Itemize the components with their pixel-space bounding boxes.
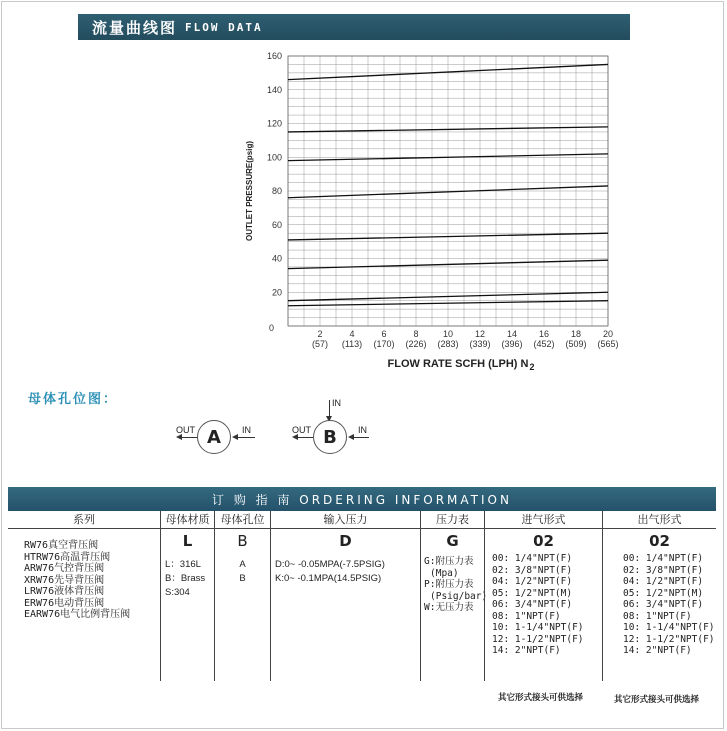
x-tick-label: 8 xyxy=(413,329,419,339)
gauge-list xyxy=(421,556,488,614)
series-item: EARW76电气比例背压阀 xyxy=(24,609,131,620)
flow-data-title-bar xyxy=(78,14,630,40)
x-tick-label: 18 xyxy=(570,329,582,339)
origin-label: 0 xyxy=(268,323,274,333)
col-port xyxy=(214,511,270,681)
y-tick-label: 120 xyxy=(266,118,282,129)
outlet-item: 10: 1-1/4"NPT(F) xyxy=(623,622,715,633)
y-tick-label: 100 xyxy=(266,152,282,163)
col-material-title: 母体材质 xyxy=(165,513,210,526)
outlet-item: 12: 1-1/2"NPT(F) xyxy=(623,633,715,645)
inlet-item: 04: 1/2"NPT(F) xyxy=(492,576,573,587)
inlet-item: 05: 1/2"NPT(M) xyxy=(492,587,573,599)
x-tick-sublabel: (339) xyxy=(469,339,491,349)
pressure-item: D:0~ -0.05MPA(-7.5PSIG) xyxy=(275,559,385,570)
valve-b-out-arrow xyxy=(297,437,313,438)
flow-data-title-en: FLOW DATA xyxy=(185,20,263,34)
outlet-code: 02 xyxy=(649,532,670,550)
gauge-item: W:无压力表 xyxy=(424,602,474,613)
ordering-table xyxy=(8,511,716,711)
col-inlet xyxy=(484,511,602,681)
x-tick-label: 12 xyxy=(474,329,486,339)
gauge-item: (Mpa) xyxy=(430,567,459,579)
ordering-info xyxy=(8,487,716,711)
outlet-note: 其它形式接头可供选择 xyxy=(614,695,700,705)
valve-a-in-arrow xyxy=(237,437,255,438)
series-item: ERW76电动背压阀 xyxy=(24,597,105,609)
valve-b-in-right-label: IN xyxy=(358,425,367,435)
x-tick-sublabel: (113) xyxy=(341,339,363,349)
outlet-item: 06: 3/4"NPT(F) xyxy=(623,599,704,610)
series-item: LRW76液体背压阀 xyxy=(24,586,105,597)
outlet-item: 05: 1/2"NPT(M) xyxy=(623,587,704,599)
valve-a-out-label: OUT xyxy=(176,425,195,435)
inlet-item: 12: 1-1/2"NPT(F) xyxy=(492,633,584,645)
inlet-item: 06: 3/4"NPT(F) xyxy=(492,599,573,610)
inlet-item: 00: 1/4"NPT(F) xyxy=(492,553,573,564)
col-pressure-title: 输入压力 xyxy=(323,513,368,526)
x-tick-sublabel: (283) xyxy=(437,339,459,349)
inlet-item: 08: 1"NPT(F) xyxy=(492,610,561,622)
series-item: ARW76气控背压阀 xyxy=(24,563,105,574)
gauge-item: P:附压力表 xyxy=(424,579,474,590)
x-tick-label: 2 xyxy=(317,329,323,339)
col-outlet xyxy=(602,511,716,681)
inlet-list xyxy=(485,553,602,657)
col-port-title: 母体孔位 xyxy=(220,513,265,526)
x-tick-sublabel: (170) xyxy=(373,339,395,349)
material-item: S:304 xyxy=(165,587,190,598)
y-axis-label: OUTLET PRESSURE(psig) xyxy=(245,140,254,242)
port-item: A xyxy=(239,559,246,570)
x-tick-label: 4 xyxy=(349,329,355,339)
col-gauge-title: 压力表 xyxy=(436,513,469,526)
x-tick-sublabel: (509) xyxy=(565,339,587,349)
col-inlet-title: 进气形式 xyxy=(521,513,566,526)
flow-chart xyxy=(240,44,640,374)
x-tick-label: 10 xyxy=(442,329,454,339)
valve-a-diagram xyxy=(176,420,296,480)
material-item: L：316L xyxy=(165,559,201,570)
outlet-item: 04: 1/2"NPT(F) xyxy=(623,576,704,587)
series-item: HTRW76高温背压阀 xyxy=(24,551,111,563)
col-series xyxy=(8,511,160,681)
x-axis-label-subscript: 2 xyxy=(529,362,535,372)
gauge-item: G:附压力表 xyxy=(424,556,474,567)
valve-b-in-top-label: IN xyxy=(332,398,341,408)
outlet-item: 00: 1/4"NPT(F) xyxy=(623,553,704,564)
body-port-title: 母体孔位图： xyxy=(28,392,119,407)
series-item: XRW76先导背压阀 xyxy=(24,574,105,586)
x-axis-label: FLOW RATE SCFH (LPH) N xyxy=(387,358,529,370)
inlet-note: 其它形式接头可供选择 xyxy=(498,693,584,703)
y-tick-label: 20 xyxy=(271,287,282,298)
inlet-item: 10: 1-1/4"NPT(F) xyxy=(492,622,584,633)
ordering-header: 订 购 指 南 ORDERING INFORMATION xyxy=(8,487,716,511)
x-tick-label: 6 xyxy=(381,329,387,339)
port-item: B xyxy=(239,573,246,584)
col-material xyxy=(160,511,214,681)
valve-a-circle: A xyxy=(197,420,231,454)
x-tick-sublabel: (57) xyxy=(311,339,329,349)
valve-b-in-top-arrow xyxy=(329,400,330,417)
outlet-list xyxy=(603,553,716,657)
valve-b-diagram xyxy=(292,396,412,456)
valve-b-circle: B xyxy=(313,420,347,454)
col-gauge xyxy=(420,511,488,681)
inlet-item: 02: 3/8"NPT(F) xyxy=(492,564,573,576)
series-list xyxy=(8,540,160,621)
valve-b-out-label: OUT xyxy=(292,425,311,435)
y-tick-label: 60 xyxy=(271,219,282,230)
col-series-title: 系列 xyxy=(73,513,95,526)
y-tick-label: 80 xyxy=(271,186,282,196)
pressure-code: D xyxy=(339,532,352,550)
series-item: RW76真空背压阀 xyxy=(24,540,99,551)
pressure-list xyxy=(271,558,420,586)
col-outlet-title: 出气形式 xyxy=(637,513,682,526)
outlet-item: 02: 3/8"NPT(F) xyxy=(623,564,704,576)
inlet-item: 14: 2"NPT(F) xyxy=(492,645,561,656)
outlet-item: 14: 2"NPT(F) xyxy=(623,645,692,656)
x-tick-sublabel: (226) xyxy=(405,339,427,349)
col-pressure xyxy=(270,511,420,681)
x-tick-label: 20 xyxy=(602,329,614,339)
x-tick-label: 14 xyxy=(506,329,518,339)
y-tick-label: 140 xyxy=(266,84,282,95)
x-tick-sublabel: (452) xyxy=(533,339,555,349)
y-tick-label: 40 xyxy=(271,253,282,264)
x-tick-sublabel: (565) xyxy=(597,339,619,349)
x-tick-sublabel: (396) xyxy=(501,339,523,349)
port-code: B xyxy=(237,532,248,550)
y-tick-label: 160 xyxy=(266,51,282,61)
gauge-code: G xyxy=(446,532,459,550)
valve-b-in-right-arrow xyxy=(353,437,369,438)
material-code: L xyxy=(182,532,193,550)
valve-a-in-label: IN xyxy=(242,425,251,435)
material-list xyxy=(161,558,214,600)
outlet-item: 08: 1"NPT(F) xyxy=(623,610,692,622)
x-tick-label: 16 xyxy=(538,329,550,339)
flow-data-title-cn: 流量曲线图 xyxy=(92,18,178,37)
material-item: B：Brass xyxy=(165,573,206,584)
inlet-code: 02 xyxy=(533,532,554,550)
pressure-item: K:0~ -0.1MPA(14.5PSIG) xyxy=(275,573,382,584)
gauge-item: (Psig/bar) xyxy=(430,590,488,602)
port-list xyxy=(215,558,270,586)
